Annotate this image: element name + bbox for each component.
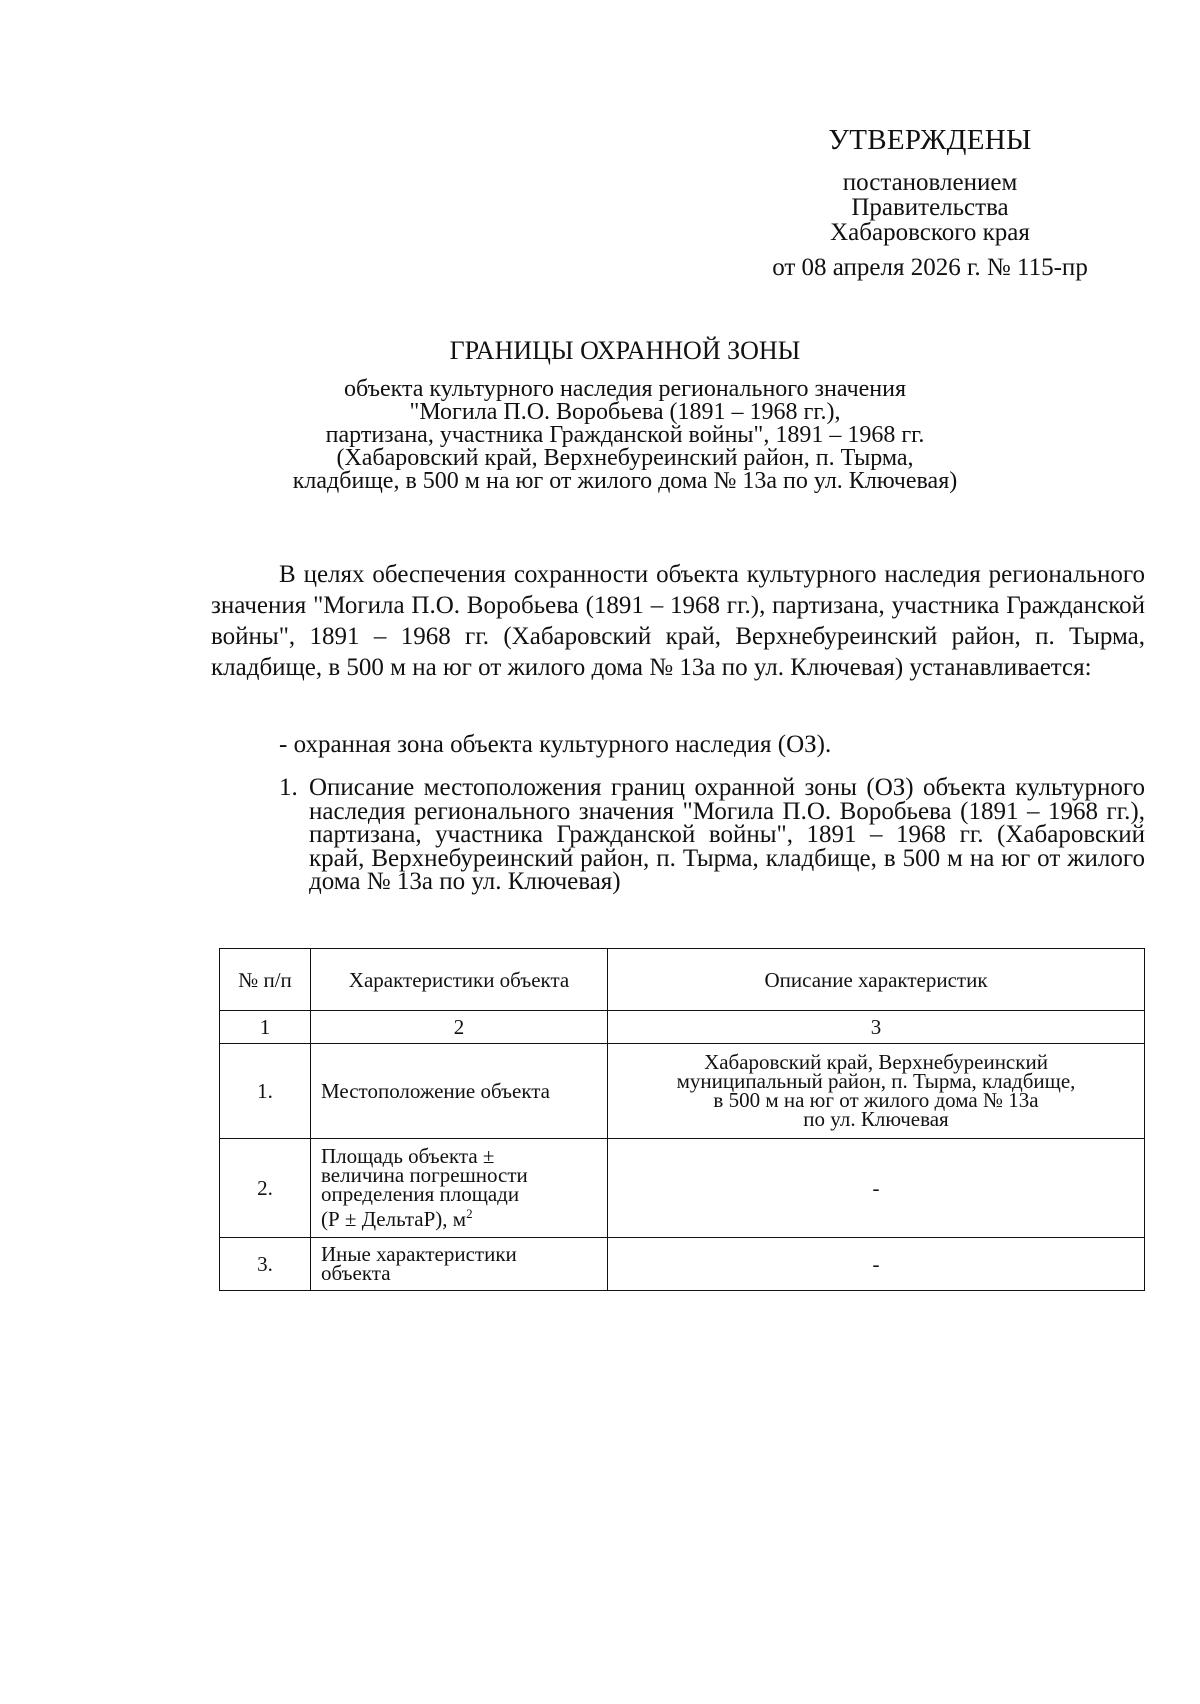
row-description xyxy=(608,1044,1145,1139)
description-line: Хабаровский край, Верхнебуреинский xyxy=(704,1050,1048,1074)
document-title: ГРАНИЦЫ ОХРАННОЙ ЗОНЫ xyxy=(449,336,801,365)
section-item-1 xyxy=(279,776,1145,894)
subtitle-line: "Могила П.О. Воробьева (1891 – 1968 гг.), xyxy=(409,399,841,425)
description-line: по ул. Ключевая xyxy=(803,1107,949,1131)
subtitle-line: кладбище, в 500 м на юг от жилого дома № 13а по ул. Ключевая) xyxy=(292,468,958,494)
column-number: 1 xyxy=(220,1011,311,1044)
decree-reference: от 08 апреля 2026 г. № 115-пр xyxy=(772,254,1088,281)
document-subtitle xyxy=(220,378,1030,493)
row-characteristic xyxy=(311,1139,608,1238)
table-header-cell: № п/п xyxy=(220,949,311,1011)
row-number: 1. xyxy=(220,1044,311,1139)
characteristic-line: определения площади xyxy=(321,1182,520,1206)
characteristic-line: Иные характеристики xyxy=(321,1242,517,1266)
subtitle-line: (Хабаровский край, Верхнебуреинский район, п. Тырма, xyxy=(336,445,914,471)
subtitle-line: партизана, участника Гражданской войны", 1891 – 1968 гг. xyxy=(325,422,925,448)
row-description: - xyxy=(608,1139,1145,1238)
approval-line: Правительства xyxy=(851,194,1009,221)
table-header-cell: Описание характеристик xyxy=(608,949,1145,1011)
row-number: 2. xyxy=(220,1139,311,1238)
table-header-cell: Характеристики объекта xyxy=(311,949,608,1011)
body-paragraph: В целях обеспечения сохранности объекта культурного наследия регионального значения "Могила П.О. Воробьева (1891 – 1968 гг.), партизана, участника Гражданской войны", 1891 – 1968 гг. (Хабаровский край, Верхнебуреинский район, п. Тырма, кладбище, в 500 м на юг от жилого дома № 13а по ул. Ключевая) устанавливается: xyxy=(211,561,1145,681)
approval-block xyxy=(760,124,1100,280)
unit-superscript: 2 xyxy=(466,1206,473,1221)
row-number: 3. xyxy=(220,1238,311,1291)
table-column-number-row xyxy=(220,1011,1145,1044)
body-text xyxy=(211,559,1145,683)
table-header-row xyxy=(220,949,1145,1011)
characteristic-line: Площадь объекта ± xyxy=(321,1144,495,1168)
table-row xyxy=(220,1044,1145,1139)
description-line: в 500 м на юг от жилого дома № 13а xyxy=(713,1088,1039,1112)
table-row xyxy=(220,1139,1145,1238)
characteristics-table xyxy=(219,948,1145,1291)
row-description: - xyxy=(608,1238,1145,1291)
area-unit-text: (Р ± ДельтаР), м xyxy=(321,1207,467,1231)
description-line: муниципальный район, п. Тырма, кладбище, xyxy=(676,1069,1076,1093)
approval-line: постановлением xyxy=(842,169,1018,196)
characteristic-line: величина погрешности xyxy=(321,1163,528,1187)
characteristic-line xyxy=(321,1204,597,1229)
row-characteristic xyxy=(311,1238,608,1291)
section-number: 1. xyxy=(279,774,298,801)
body-bullet: - охранная зона объекта культурного наследия (ОЗ). xyxy=(279,731,832,758)
column-number: 2 xyxy=(311,1011,608,1044)
approval-heading: УТВЕРЖДЕНЫ xyxy=(828,124,1032,156)
approval-line: Хабаровского края xyxy=(830,219,1030,246)
subtitle-line: объекта культурного наследия регионального значения xyxy=(343,376,907,402)
characteristic-line: объекта xyxy=(321,1261,391,1285)
column-number: 3 xyxy=(608,1011,1145,1044)
row-characteristic: Местоположение объекта xyxy=(311,1044,608,1139)
table-row xyxy=(220,1238,1145,1291)
section-text: Описание местоположения границ охранной зоны (ОЗ) объекта культурного наследия регионального значения "Могила П.О. Воробьева (1891 – 1968 гг.), партизана, участника Гражданской войны", 1891 – 1968 гг. (Хабаровский край, Верхнебуреинский район, п. Тырма, кладбище, в 500 м на юг от жилого дома № 13а по ул. Ключевая) xyxy=(309,774,1145,895)
